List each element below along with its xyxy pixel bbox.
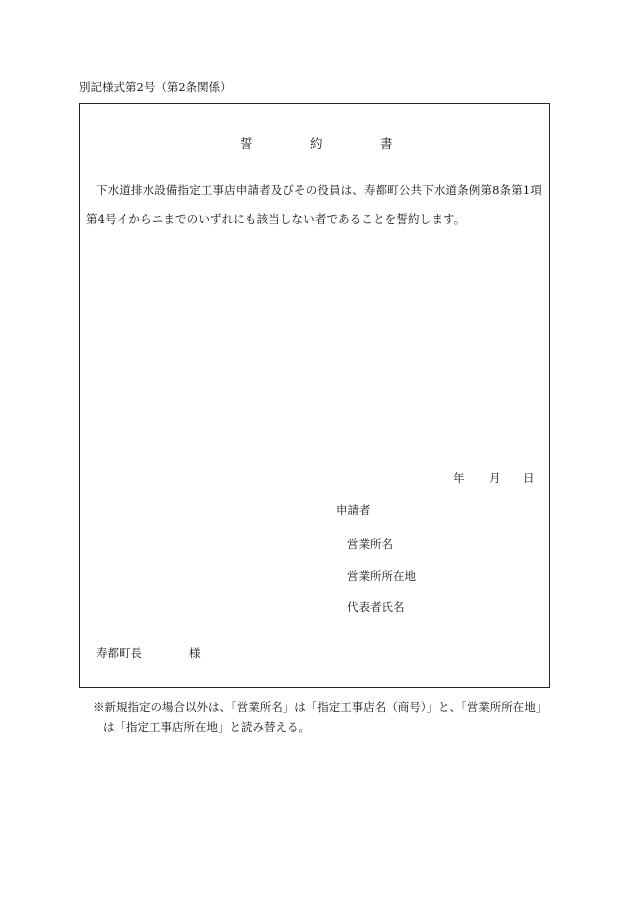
pledge-text-line-1: 下水道排水設備指定工事店申請者及びその役員は、寿都町公共下水道条例第8条第1項	[96, 183, 542, 197]
document-title-char-3: 書	[380, 136, 393, 151]
applicant-label: 申請者	[336, 503, 371, 517]
office-name-label: 営業所名	[347, 537, 393, 551]
form-number-label: 別記様式第2号（第2条関係）	[79, 80, 232, 94]
date-day-label: 日	[523, 471, 535, 485]
pledge-text-line-2: 第4号イからニまでのいずれにも該当しない者であることを誓約します。	[86, 212, 466, 226]
representative-name-label: 代表者氏名	[347, 600, 405, 614]
addressee-name: 寿都町長	[96, 646, 142, 660]
date-year-label: 年	[453, 471, 465, 485]
date-month-label: 月	[489, 471, 501, 485]
addressee-honorific: 様	[189, 646, 201, 660]
document-title-char-1: 誓	[240, 136, 253, 151]
office-address-label: 営業所所在地	[347, 569, 416, 583]
document-title-char-2: 約	[310, 136, 323, 151]
footnote-line-2: は「指定工事店所在地」と読み替える。	[103, 720, 310, 734]
footnote-line-1: ※新規指定の場合以外は、「営業所名」は「指定工事店名（商号）」と、「営業所所在地」	[93, 700, 548, 714]
